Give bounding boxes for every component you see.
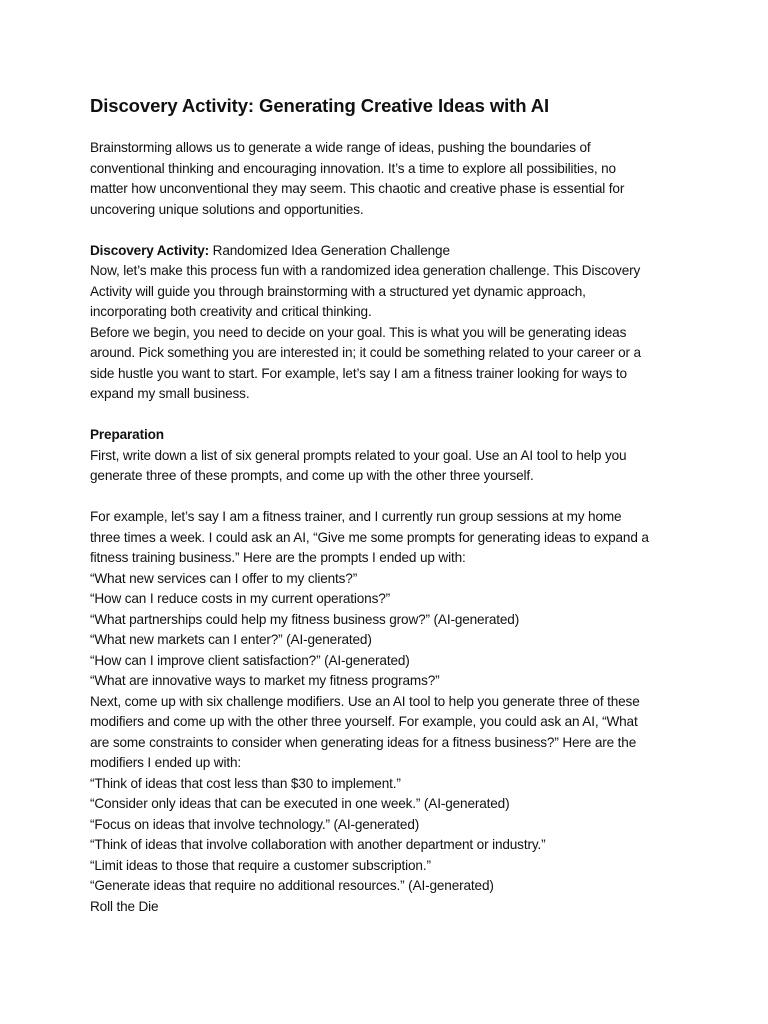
modifier-item: “Limit ideas to those that require a customer subscription.” [90,857,431,873]
example-line: modifiers and come up with the other three yourself. For example, you could ask an AI, “What [90,714,638,729]
activity-heading [90,241,690,262]
preparation-heading: Preparation [90,427,164,442]
intro-line: Brainstorming allows us to generate a wide range of ideas, pushing the boundaries of [90,140,591,155]
prompt-item: “How can I reduce costs in my current operations?” [90,591,390,606]
document-page [90,94,690,917]
preparation-section [90,425,690,487]
example-line: Next, come up with six challenge modifiers. Use an AI tool to help you generate three of these [90,693,640,709]
modifier-item: “Generate ideas that require no additional resources.” (AI-generated) [90,878,494,893]
intro-line: uncovering unique solutions and opportunities. [90,201,364,217]
example-section [90,507,690,917]
prompt-item: “How can I improve client satisfaction?” (AI-generated) [90,652,410,668]
activity-name: Randomized Idea Generation Challenge [209,242,450,258]
activity-line: Now, let’s make this process fun with a randomized idea generation challenge. This Discovery [90,263,641,278]
modifier-item: “Focus on ideas that involve technology.” (AI-generated) [90,816,420,832]
preparation-line: First, write down a list of six general prompts related to your goal. Use an AI tool to help you [90,447,627,463]
activity-line: side hustle you want to start. For example, let’s say I am a fitness trainer looking for ways to [90,365,627,381]
prompt-item: “What are innovative ways to market my fitness programs?” [90,673,440,688]
prompt-item: “What new services can I offer to my clients?” [90,570,358,586]
page-title: Discovery Activity: Generating Creative Ideas with AI [90,95,550,116]
activity-label: Discovery Activity: [90,242,210,258]
activity-line: Before we begin, you need to decide on your goal. This is what you will be generating ideas [90,324,627,340]
roll-the-die-heading: Roll the Die [90,898,159,914]
prompt-item: “What partnerships could help my fitness business grow?” (AI-generated) [90,611,520,627]
activity-line: expand my small business. [90,386,250,401]
activity-line: around. Pick something you are interested in; it could be something related to your career or a [90,345,641,360]
activity-section [90,241,690,405]
modifier-item: “Think of ideas that cost less than $30 to implement.” [90,775,401,791]
example-line: modifiers I ended up with: [90,755,242,770]
example-line: three times a week. I could ask an AI, “Give me some prompts for generating ideas to expand a [90,529,649,545]
example-line: fitness training business.” Here are the prompts I ended up with: [90,550,466,565]
prompt-item: “What new markets can I enter?” (AI-generated) [90,632,372,647]
activity-line: Activity will guide you through brainstorming with a structured yet dynamic approach, [90,283,586,299]
example-line: are some constraints to consider when generating ideas for a fitness business?” Here are the [90,734,637,750]
example-line: For example, let’s say I am a fitness trainer, and I currently run group sessions at my home [90,509,622,524]
preparation-line: generate three of these prompts, and come up with the other three yourself. [90,468,534,483]
intro-paragraph [90,138,690,220]
modifier-item: “Think of ideas that involve collaboration with another department or industry.” [90,837,546,852]
intro-line: matter how unconventional they may seem. This chaotic and creative phase is essential for [90,181,625,196]
intro-line: conventional thinking and encouraging innovation. It’s a time to explore all possibilities, no [90,160,616,176]
activity-line: incorporating both creativity and critical thinking. [90,304,372,319]
modifier-item: “Consider only ideas that can be executed in one week.” (AI-generated) [90,796,510,811]
